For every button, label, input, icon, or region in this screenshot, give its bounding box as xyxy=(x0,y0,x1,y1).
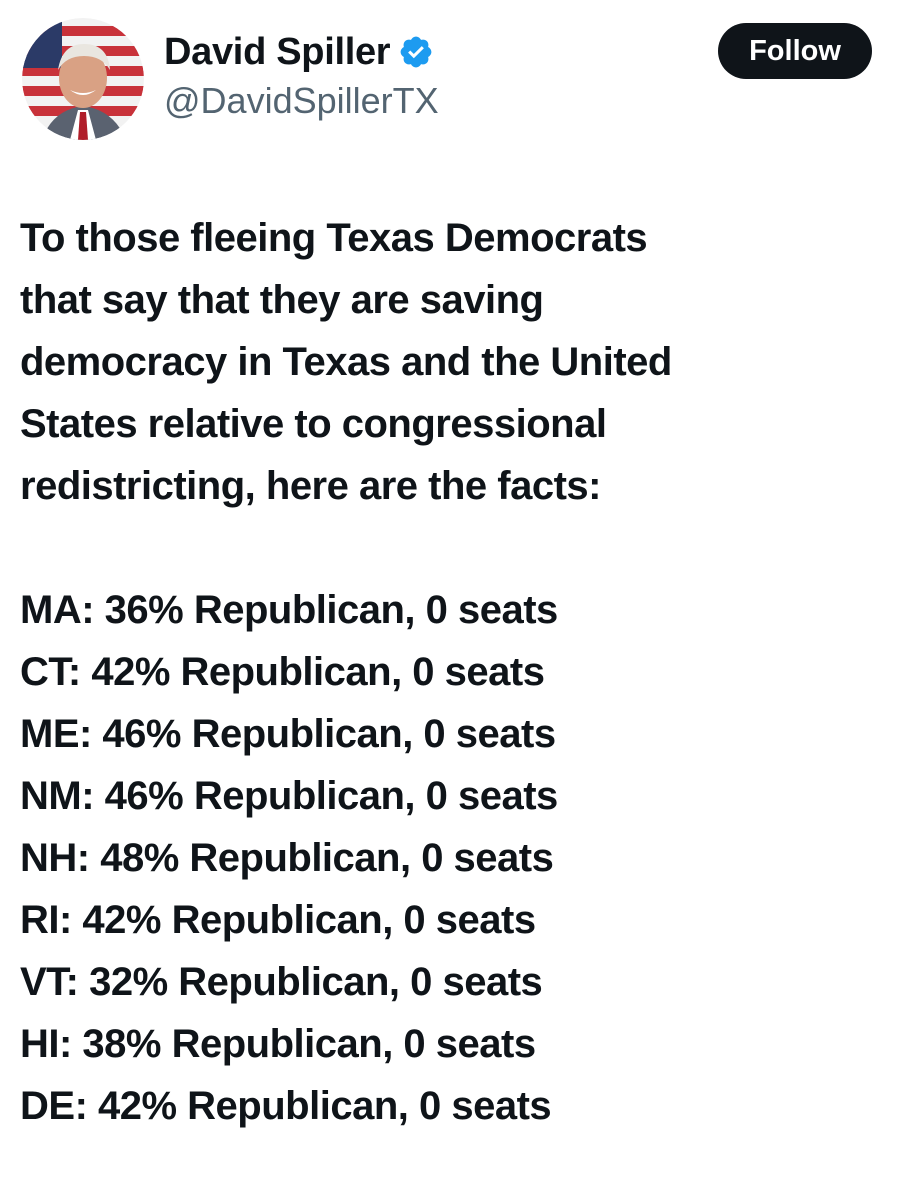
tweet-text-line: redistricting, here are the facts: xyxy=(20,464,601,508)
avatar-image xyxy=(22,18,144,140)
fact-line-me: ME: 46% Republican, 0 seats xyxy=(20,712,556,756)
name-row xyxy=(164,26,434,78)
fact-line-ri: RI: 42% Republican, 0 seats xyxy=(20,898,536,942)
tweet-text-line: To those fleeing Texas Democrats xyxy=(20,216,648,260)
fact-line-nm: NM: 46% Republican, 0 seats xyxy=(20,774,558,818)
tweet-text xyxy=(20,207,892,1137)
fact-line-hi: HI: 38% Republican, 0 seats xyxy=(20,1022,536,1066)
author-display-name[interactable]: David Spiller xyxy=(164,30,391,73)
tweet-text-line: democracy in Texas and the United xyxy=(20,340,672,384)
follow-button[interactable]: Follow xyxy=(718,23,872,79)
tweet-header xyxy=(22,18,882,140)
verified-badge-icon xyxy=(398,34,434,70)
fact-line-nh: NH: 48% Republican, 0 seats xyxy=(20,836,554,880)
tweet-text-line: States relative to congressional xyxy=(20,402,607,446)
fact-line-ct: CT: 42% Republican, 0 seats xyxy=(20,650,545,694)
fact-line-ma: MA: 36% Republican, 0 seats xyxy=(20,588,558,632)
author-handle[interactable]: @DavidSpillerTX xyxy=(164,80,439,121)
avatar[interactable] xyxy=(22,18,144,140)
paragraph-break xyxy=(20,517,892,579)
tweet-text-line: that say that they are saving xyxy=(20,278,544,322)
fact-line-de: DE: 42% Republican, 0 seats xyxy=(20,1084,552,1128)
fact-line-vt: VT: 32% Republican, 0 seats xyxy=(20,960,543,1004)
